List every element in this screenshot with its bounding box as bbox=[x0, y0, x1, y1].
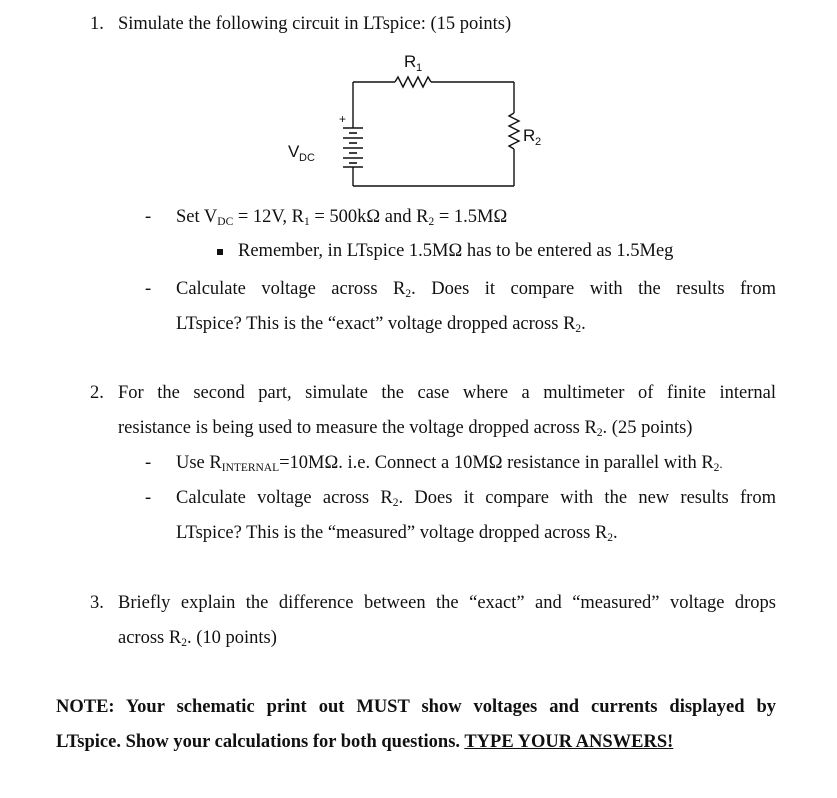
q1-number: 1. bbox=[90, 14, 104, 34]
q2-item1-a: Use R bbox=[176, 453, 222, 473]
q2-item1-dash: - bbox=[145, 453, 152, 473]
q2-line1: For the second part, simulate the case where a multimeter of finite internal bbox=[118, 383, 776, 403]
note-line1: NOTE: Your schematic print out MUST show voltages and currents displayed by bbox=[56, 697, 776, 717]
q1-item2-line2-b: . bbox=[581, 314, 586, 334]
circuit-diagram bbox=[0, 0, 837, 200]
q3-line2-sub: 2 bbox=[181, 636, 187, 649]
q1-item2-line1-b: . Does it compare with the results from bbox=[411, 279, 776, 299]
q3-line2-b: . (10 points) bbox=[186, 628, 277, 648]
q2-item2-line2-sub: 2 bbox=[607, 531, 614, 544]
q1-item1-b-sub: 1 bbox=[303, 215, 310, 228]
q1-item1-c: = 500kΩ and R bbox=[309, 207, 429, 227]
q3-line2-a: across R bbox=[118, 628, 182, 648]
q2-item2-line1-a: Calculate voltage across R bbox=[176, 488, 393, 508]
q2-line2-b: . (25 points) bbox=[602, 418, 693, 438]
r2-resistor bbox=[509, 113, 519, 149]
q2-item2-line1-sub: 2 bbox=[392, 496, 399, 509]
r1-subscript: 1 bbox=[416, 62, 423, 74]
q2-number: 2. bbox=[90, 383, 104, 403]
vdc-subscript: DC bbox=[299, 152, 315, 164]
square-bullet-icon bbox=[217, 249, 223, 255]
q2-item2-line2 bbox=[176, 523, 618, 544]
q1-item1-d: = 1.5MΩ bbox=[434, 207, 508, 227]
q1-item1-a: Set V bbox=[176, 207, 218, 227]
q1-item2-line2-sub: 2 bbox=[575, 322, 582, 335]
q3-line2 bbox=[118, 628, 277, 649]
q1-item2-line1-sub: 2 bbox=[405, 287, 412, 300]
q3-line1: Briefly explain the difference between the “exact” and “measured” voltage drops bbox=[118, 593, 776, 613]
vdc-plus-sign: + bbox=[339, 112, 347, 126]
q1-item1-b: = 12V, R bbox=[233, 207, 304, 227]
q2-item1-b: =10MΩ. i.e. Connect a 10MΩ resistance in parallel with R bbox=[279, 453, 714, 473]
q1-item1-dash: - bbox=[145, 207, 152, 227]
q2-item2-line2-a: LTspice? This is the “measured” voltage dropped across R bbox=[176, 523, 608, 543]
q1-sub-bullet-text: Remember, in LTspice 1.5MΩ has to be entered as 1.5Meg bbox=[238, 241, 674, 261]
q2-line2-sub: 2 bbox=[596, 426, 603, 439]
q2-item1-a-sub: INTERNAL bbox=[221, 461, 280, 474]
q2-line2 bbox=[118, 418, 692, 439]
q1-item2-dash: - bbox=[145, 279, 152, 299]
q1-item1-c-sub: 2 bbox=[428, 215, 435, 228]
q1-item2-line1 bbox=[176, 279, 776, 300]
q2-item2-line2-b: . bbox=[613, 523, 618, 543]
q2-item2-line1 bbox=[176, 488, 776, 509]
r2-label: R bbox=[523, 126, 536, 145]
q2-item2-line1-b: . Does it compare with the new results from bbox=[398, 488, 776, 508]
vdc-label: V bbox=[288, 142, 300, 161]
q1-item1-text bbox=[176, 207, 507, 228]
q2-item1-c: . bbox=[719, 456, 723, 471]
r1-resistor bbox=[395, 77, 431, 87]
note-line2-text: LTspice. Show your calculations for both questions. bbox=[56, 732, 465, 752]
q1-item1-a-sub: DC bbox=[217, 215, 234, 228]
q2-line2-a: resistance is being used to measure the voltage dropped across R bbox=[118, 418, 597, 438]
q2-item2-dash: - bbox=[145, 488, 152, 508]
q1-item2-line2-a: LTspice? This is the “exact” voltage dropped across R bbox=[176, 314, 576, 334]
r1-label: R bbox=[404, 52, 417, 71]
note-emphasis: TYPE YOUR ANSWERS! bbox=[464, 732, 674, 752]
vdc-battery bbox=[343, 128, 363, 167]
q2-item1-b-sub: 2 bbox=[713, 461, 720, 474]
q3-number: 3. bbox=[90, 593, 104, 613]
q1-title: Simulate the following circuit in LTspice: (15 points) bbox=[118, 14, 512, 34]
r2-subscript: 2 bbox=[535, 136, 542, 148]
note-line2 bbox=[56, 732, 673, 753]
q1-item2-line1-a: Calculate voltage across R bbox=[176, 279, 406, 299]
q2-item1-text bbox=[176, 453, 723, 474]
q1-item2-line2 bbox=[176, 314, 586, 335]
